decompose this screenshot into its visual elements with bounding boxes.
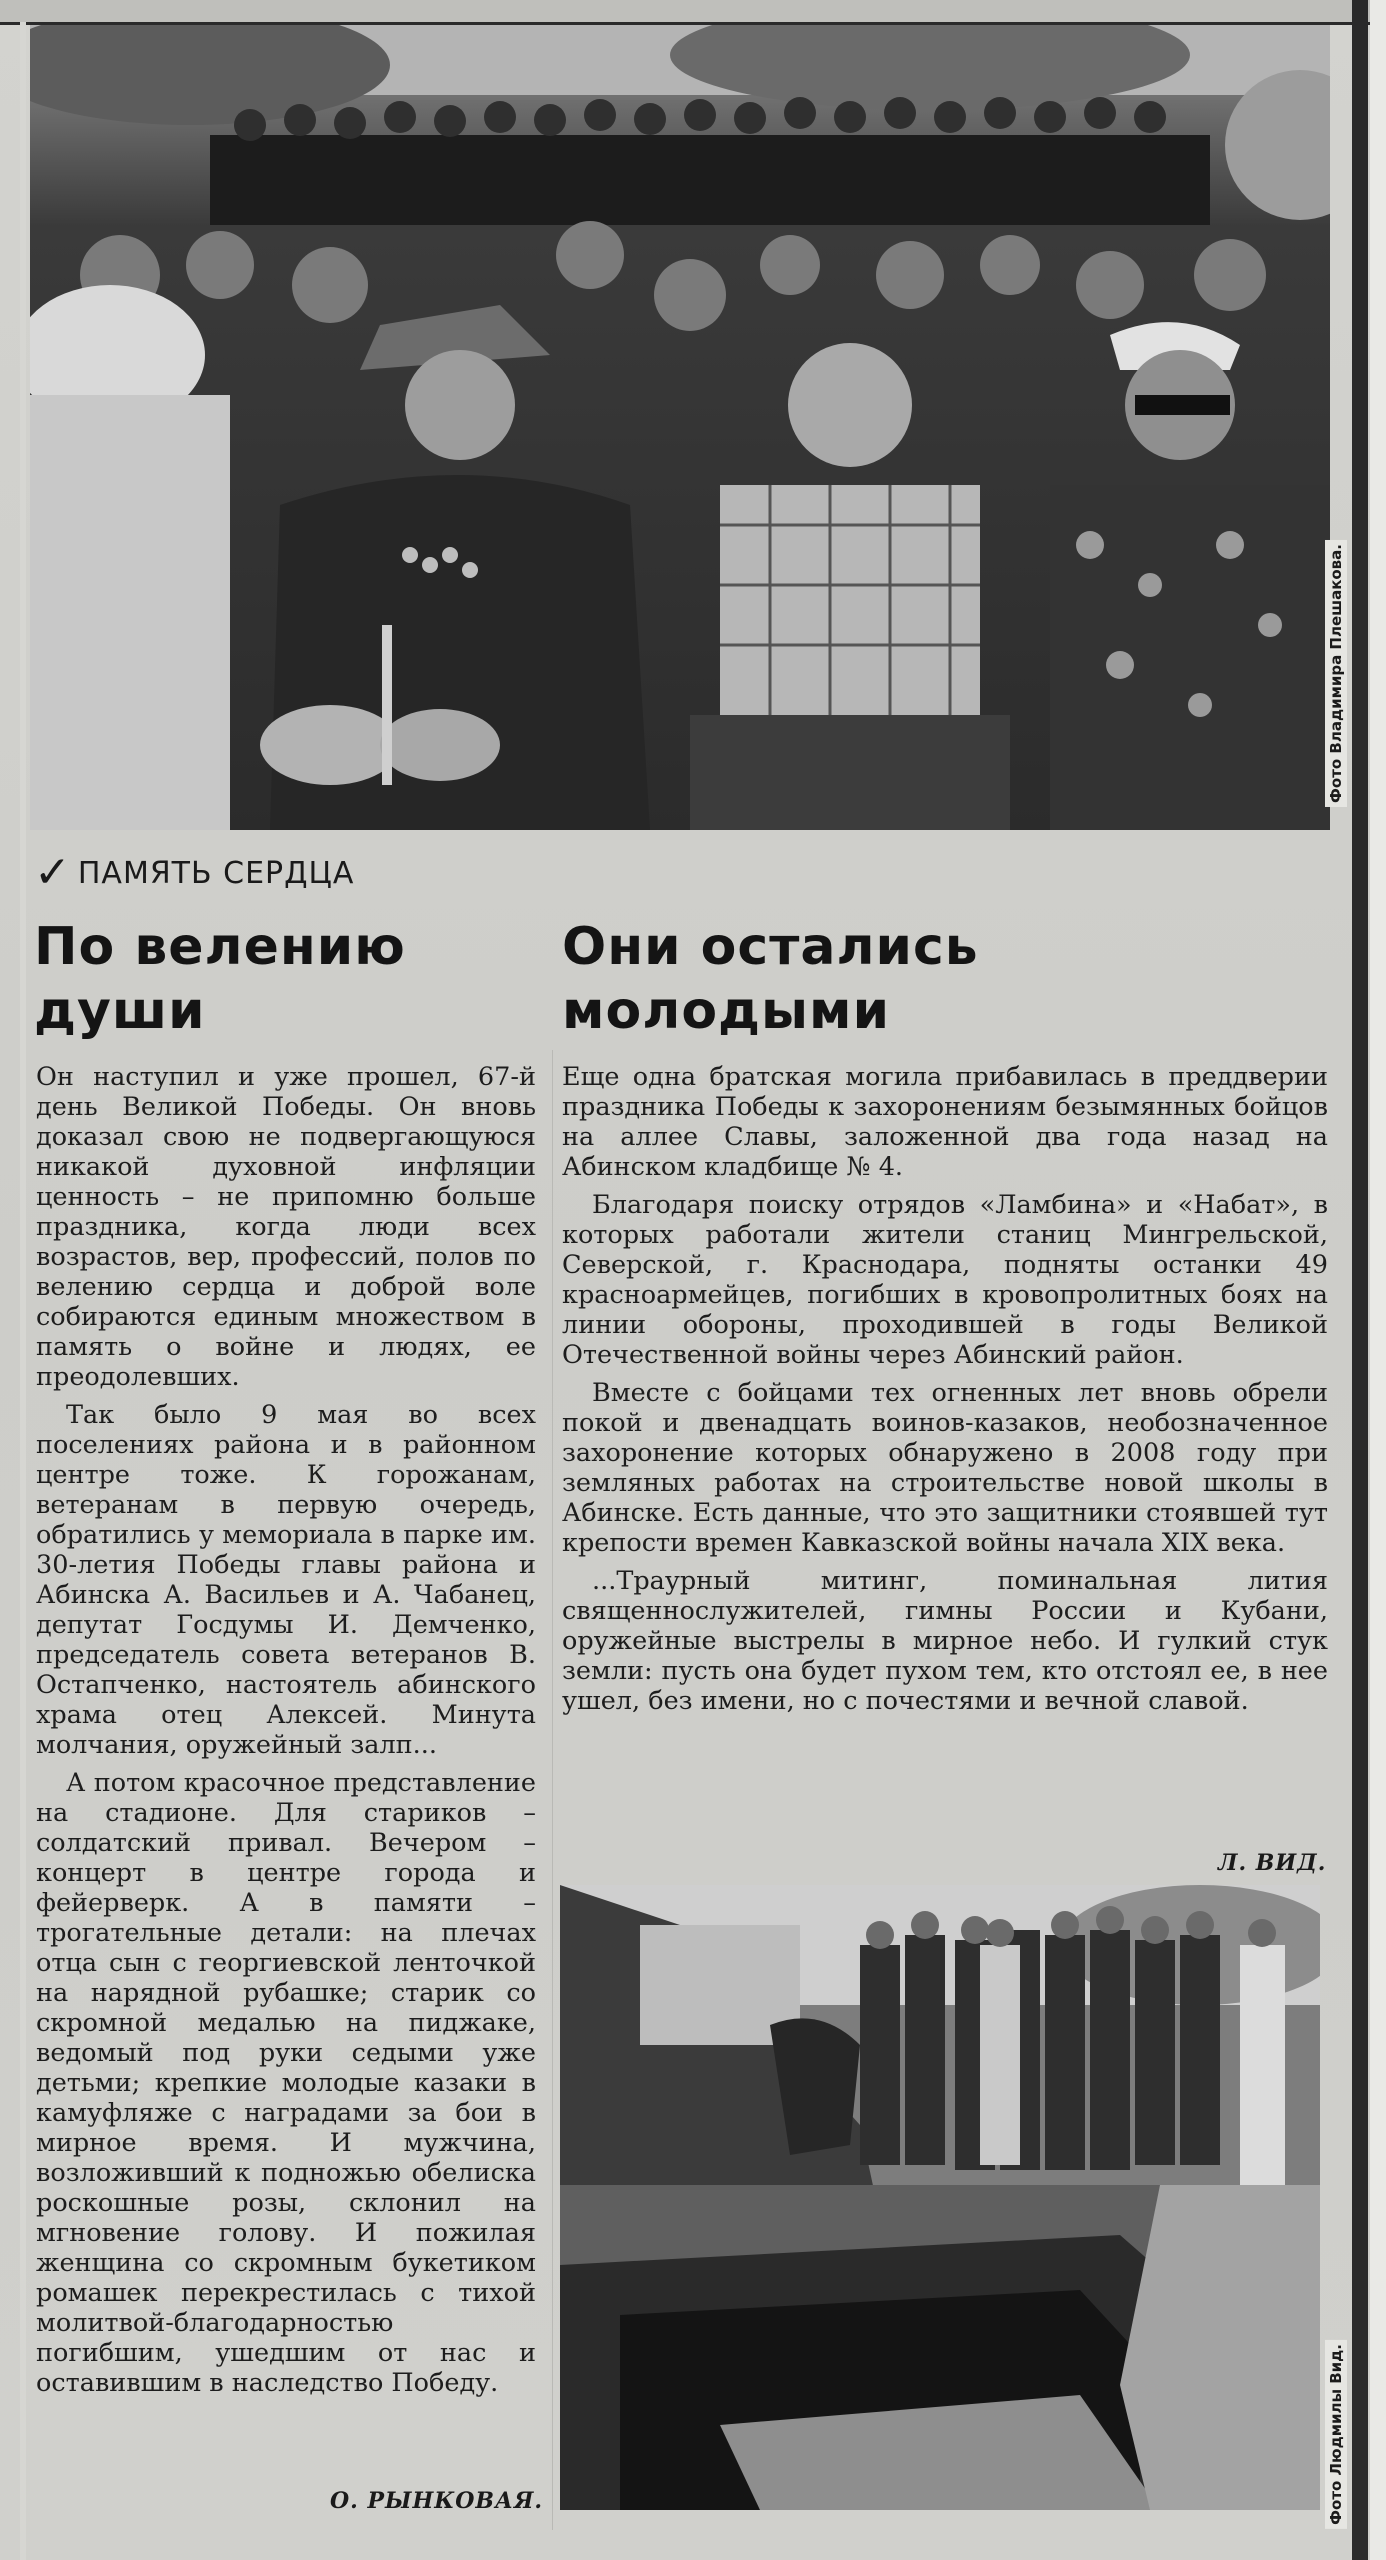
rubric-label: ПАМЯТЬ СЕРДЦА xyxy=(77,855,355,891)
top-rule xyxy=(0,0,1386,25)
veterans-photo-image xyxy=(30,25,1330,830)
bottom-photo-credit: Фото Людмилы Вид. xyxy=(1325,2340,1347,2529)
right-paragraph: Благодаря поиску отрядов «Ламбина» и «Набат», в которых работали жители станиц Мингрельской, Северской, г. Краснодара, подняты останки 49 красноармейцев, погибших в кровопролитных боях на линии обороны, проходившей в годы Великой Отечественной войны через Абинский район. xyxy=(562,1190,1328,1370)
left-paragraph: Так было 9 мая во всех поселениях района и в районном центре тоже. К горожанам, ветеранам в первую очередь, обратились у мемориала в парке им. 30-летия Победы главы района и Абинска А. Васильев и А. Чабанец, депутат Госдумы И. Демченко, председатель совета ветеранов В. Остапченко, настоятель абинского храма отец Алексей. Минута молчания, оружейный залп... xyxy=(36,1400,536,1760)
left-paragraph: А потом красочное представление на стадионе. Для стариков – солдатский привал. Вечером – концерт в центре города и фейерверк. А в памяти – трогательные детали: на плечах отца сын с георгиевской ленточкой на нарядной рубашке; старик со скромной медалью на пиджаке, ведомый под руки седыми уже детьми; крепкие молодые казаки в камуфляже с наградами за бои в мирное время. И мужчина, возложивший к подножью обелиска роскошные розы, склонил на мгновение голову. И пожилая женщина со скромным букетиком ромашек перекрестилась с тихой молитвой-благодарностью погибшим, ушедшим от нас и оставившим в наследство Победу. xyxy=(36,1768,536,2398)
right-paragraph: Вместе с бойцами тех огненных лет вновь обрели покой и двенадцать воинов-казаков, необозначенное захоронение которых обнаружено в 2008 году при земляных работах на строительстве новой школы в Абинске. Есть данные, что это защитники стоявшей тут крепости времен Кавказской войны начала XIX века. xyxy=(562,1378,1328,1558)
column-divider xyxy=(552,1050,553,2530)
right-paragraph: Еще одна братская могила прибавилась в преддверии праздника Победы к захоронениям безымянных бойцов на аллее Славы, заложенной два года назад на Абинском кладбище № 4. xyxy=(562,1062,1328,1182)
veterans-photo xyxy=(30,25,1330,830)
burial-photo-image xyxy=(560,1885,1320,2510)
right-title-line1: Они остались xyxy=(562,917,979,977)
right-article-title xyxy=(562,915,1322,1043)
right-paragraph: ...Траурный митинг, поминальная лития священнослужителей, гимны России и Кубани, оружейные выстрелы в мирное небо. И гулкий стук земли: пусть она будет пухом тем, кто отстоял ее, в нее ушел, без имени, но с почестями и вечной славой. xyxy=(562,1566,1328,1716)
right-article-body xyxy=(562,1062,1328,1716)
check-mark-icon: ✓ xyxy=(34,847,72,898)
right-signature: Л. ВИД. xyxy=(1218,1850,1327,1876)
left-article-body xyxy=(36,1062,536,2398)
left-paragraph: Он наступил и уже прошел, 67-й день Великой Победы. Он вновь доказал свою не подвергающуюся никакой духовной инфляции ценность – не припомню больше праздника, когда люди всех возрастов, вер, профессий, полов по велению сердца и доброй воле собираются единым множеством в память о войне и людях, ее преодолевших. xyxy=(36,1062,536,1392)
left-title-line2: души xyxy=(34,981,206,1041)
top-photo-credit: Фото Владимира Плешакова. xyxy=(1325,540,1347,807)
right-border xyxy=(1352,0,1368,2560)
left-signature: О. РЫНКОВАЯ. xyxy=(330,2488,543,2514)
right-title-line2: молодыми xyxy=(562,981,890,1041)
left-title-line1: По велению xyxy=(34,917,406,977)
rubric xyxy=(34,848,354,898)
left-margin xyxy=(20,22,26,2560)
right-edge xyxy=(1370,0,1386,2560)
burial-photo xyxy=(560,1885,1320,2510)
left-article-title xyxy=(34,915,534,1043)
